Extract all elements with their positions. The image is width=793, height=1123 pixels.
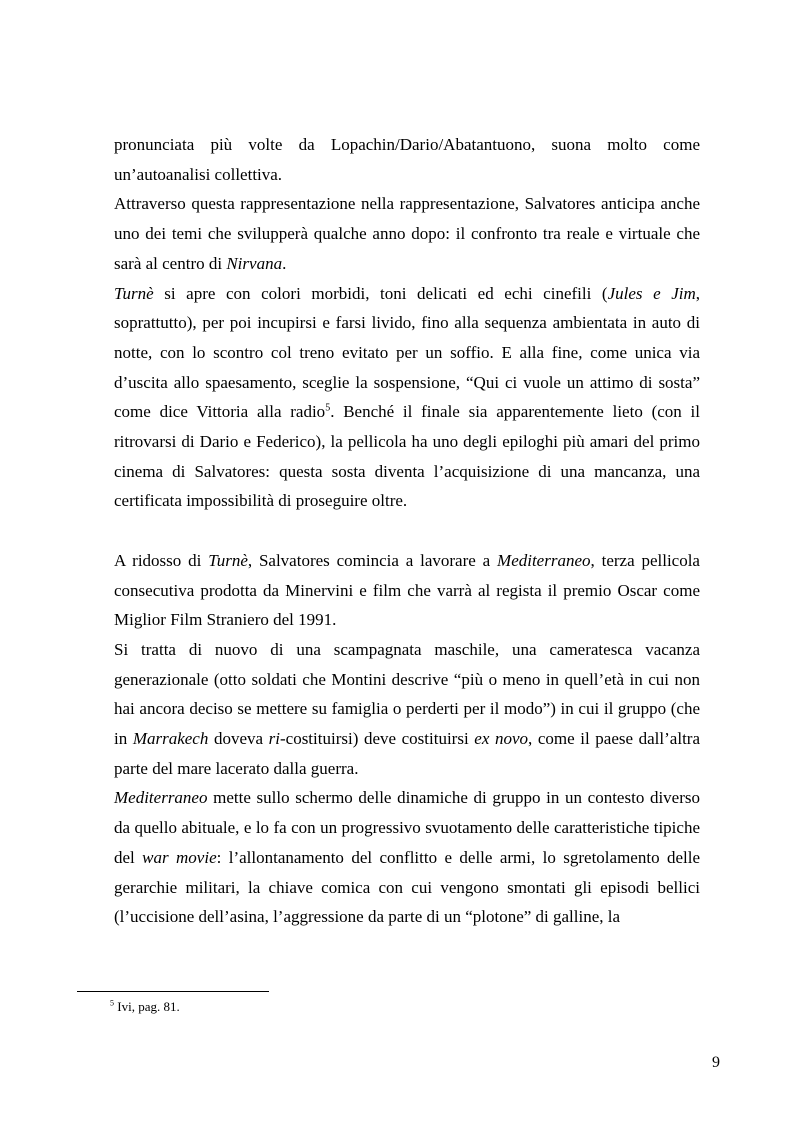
footnote (110, 999, 180, 1015)
paragraph (114, 783, 700, 932)
text-segment: . (282, 253, 287, 273)
text-segment: . Benché il finale sia apparentemente lieto (con il ritrovarsi di Dario e Federico), la pellicola ha uno degli epiloghi più amari del primo cinema di Salvatores: questa sosta diventa l’acquisizione di una mancanza, una certificata impossibilità di proseguire oltre. (114, 402, 700, 511)
text-segment: Attraverso questa rappresentazione nella rappresentazione, Salvatores anticipa anche uno dei temi che svilupperà qualche anno dopo: il confronto tra reale e virtuale che sarà al centro di (114, 194, 700, 273)
text-segment: si apre con colori morbidi, toni delicati ed echi cinefili ( (153, 283, 608, 303)
paragraph (114, 546, 700, 635)
text-segment: pronunciata più volte da Lopachin/Dario/Abatantuono, suona molto come un’autoanalisi collettiva. (114, 135, 700, 184)
footnote-reference: 5 (325, 402, 331, 414)
italic-text: war movie (142, 847, 217, 867)
text-segment: -costituirsi) deve costituirsi (279, 729, 475, 749)
text-segment: mette sullo schermo delle dinamiche di gruppo in un contesto diverso da quello abituale, e lo fa con un progressivo svuotamento delle caratteristiche tipiche del (114, 788, 700, 867)
text-segment: , terza pellicola consecutiva prodotta da Minervini e film che varrà al regista il premio Oscar come Miglior Film Straniero del 1991. (114, 550, 700, 630)
text-segment: A ridosso di (114, 550, 209, 570)
text-segment: Si tratta di nuovo di una scampagnata maschile, una cameratesca vacanza generazionale (otto soldati che Montini descrive “più o meno in quell’età in cui non hai ancora deciso se mettere su famiglia o perderti per il modo”) in cui il gruppo (che in (114, 639, 700, 749)
italic-text: ri (268, 729, 280, 749)
paragraph (114, 635, 700, 784)
paragraph (114, 189, 700, 278)
italic-text: Nirvana (226, 253, 283, 273)
page-number: 9 (712, 1054, 720, 1071)
italic-text: Mediterraneo (114, 788, 208, 808)
footnote-number: 5 (110, 998, 114, 1008)
text-segment: , Salvatores comincia a lavorare a (247, 550, 498, 570)
paragraph-gap (114, 516, 700, 546)
footnote-separator (77, 991, 269, 992)
text-segment: , come il paese dall’altra parte del mare lacerato dalla guerra. (114, 729, 700, 778)
text-segment: , soprattutto), per poi incupirsi e farsi livido, fino alla sequenza ambientata in auto di notte, con lo scontro col treno evitato per un soffio. E alla fine, come unica via d’uscita allo spaesamento, sceglie la sospensione, “Qui ci vuole un attimo di sosta” come dice Vittoria alla radio (114, 283, 700, 422)
italic-text: Jules e Jim (607, 283, 696, 303)
body-text (114, 130, 700, 932)
italic-text: Marrakech (132, 729, 209, 749)
italic-text: Mediterraneo (497, 550, 591, 570)
italic-text: Turnè (114, 283, 154, 303)
footnote-text: Ivi, pag. 81. (114, 999, 180, 1014)
italic-text: Turnè (208, 550, 248, 570)
paragraph (114, 130, 700, 189)
text-segment: : l’allontanamento del conflitto e delle armi, lo sgretolamento delle gerarchie militari, la chiave comica con cui vengono smontati gli episodi bellici (l’uccisione dell’asina, l’aggressione da parte di un “plotone” di galline, la (114, 847, 701, 927)
paragraph (114, 279, 700, 517)
italic-text: ex novo (474, 729, 529, 749)
text-segment: doveva (208, 729, 269, 749)
